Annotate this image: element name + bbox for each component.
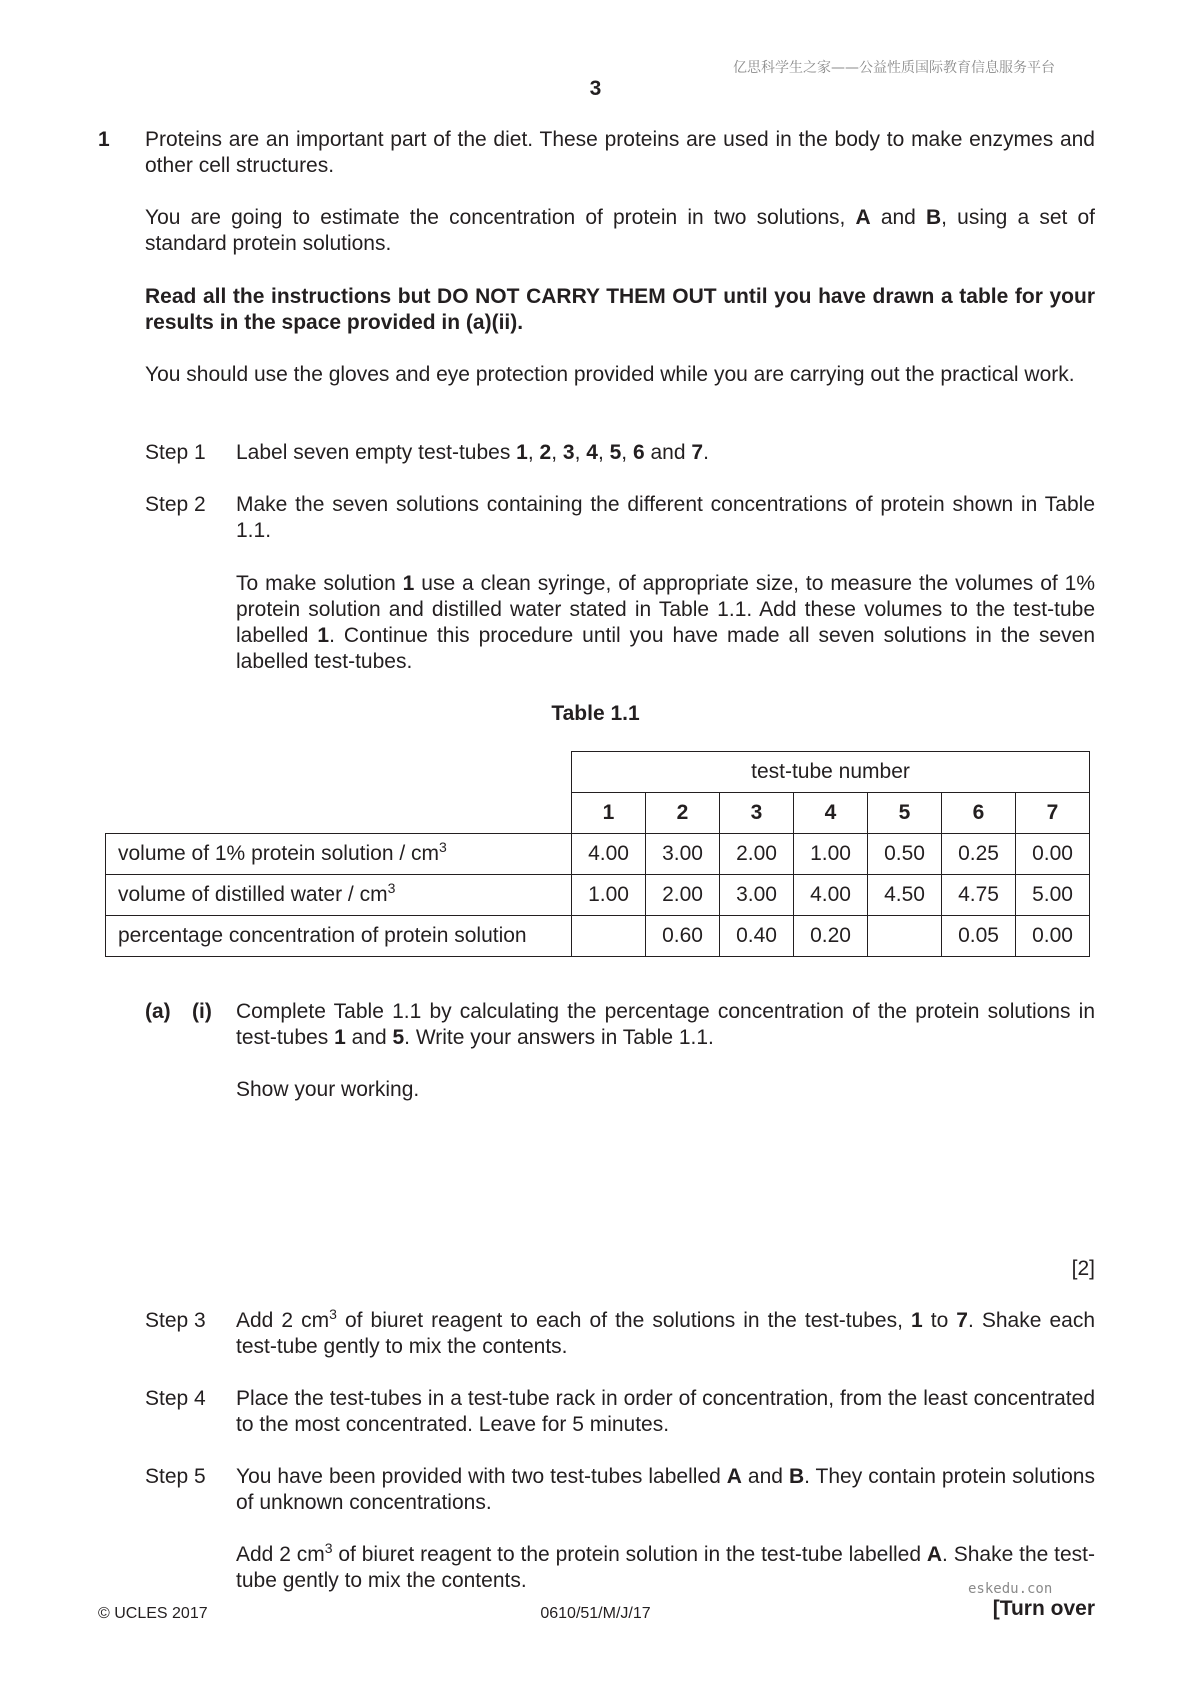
step-5-text: You have been provided with two test-tubes labelled A and B. They contain protein solutions of unknown concentrations.	[236, 1465, 1095, 1514]
step-2-procedure: To make solution 1 use a clean syringe, of appropriate size, to measure the volumes of 1% protein solution and distilled water stated in Table 1.1. Add these volumes to the test-tube labelled 1. Continue this procedure until you have made all seven solutions in the seven labelled test-tubes.	[236, 572, 1095, 673]
column-header: 7	[1016, 793, 1090, 834]
column-header: 3	[720, 793, 794, 834]
table-cell: 0.50	[868, 834, 942, 875]
show-working: Show your working.	[236, 1078, 420, 1101]
answer-cell-1[interactable]	[572, 916, 646, 957]
table-cell: 4.50	[868, 875, 942, 916]
table-cell: 5.00	[1016, 875, 1090, 916]
copyright: © UCLES 2017	[98, 1605, 208, 1622]
question-number: 1	[98, 128, 110, 151]
table-cell: 3.00	[646, 834, 720, 875]
table-cell: 0.60	[646, 916, 720, 957]
step-2-text: Make the seven solutions containing the different concentrations of protein shown in Table 1.1.	[236, 493, 1095, 542]
column-header: 6	[942, 793, 1016, 834]
table-cell: 1.00	[572, 875, 646, 916]
step-5-procedure: Add 2 $cm^3$ of biuret reagent to the protein solution in the test-tube labelled A. Shake the test-tube gently to mix the contents.	[236, 1540, 1095, 1592]
table-row	[106, 916, 1090, 957]
part-a-i-text: Complete Table 1.1 by calculating the percentage concentration of the protein solutions in test-tubes 1 and 5. Write your answers in Table 1.1.	[236, 1000, 1095, 1049]
row-label: volume of distilled water / $cm^3$	[106, 875, 572, 916]
row-label: percentage concentration of protein solution	[106, 916, 572, 957]
table-group-header-row	[106, 752, 1090, 793]
page-number: 3	[589, 77, 602, 100]
step-5-label: Step 5	[145, 1465, 206, 1488]
intro-paragraph-2: You are going to estimate the concentration of protein in two solutions, A and B, using a set of standard protein solutions.	[145, 206, 1095, 255]
step-4-text: Place the test-tubes in a test-tube rack in order of concentration, from the least concentrated to the most concentrated. Leave for 5 minutes.	[236, 1387, 1095, 1436]
column-header: 1	[572, 793, 646, 834]
table-title: Table 1.1	[551, 702, 640, 725]
paper-code: 0610/51/M/J/17	[540, 1605, 651, 1622]
column-header: 5	[868, 793, 942, 834]
safety-paragraph: You should use the gloves and eye protection provided while you are carrying out the practical work.	[145, 363, 1075, 386]
part-i-label: (i)	[192, 1000, 212, 1023]
table-1-1	[105, 751, 1090, 957]
table-cell: 0.00	[1016, 834, 1090, 875]
step-3-text: Add 2 $cm^3$ of biuret reagent to each of the solutions in the test-tubes, 1 to 7. Shake each test-tube gently to mix the contents.	[236, 1306, 1095, 1358]
part-a-label: (a)	[145, 1000, 171, 1023]
column-header: 2	[646, 793, 720, 834]
table-row	[106, 834, 1090, 875]
group-header: test-tube number	[572, 752, 1090, 793]
table-cell: 1.00	[794, 834, 868, 875]
table-column-header-row	[106, 793, 1090, 834]
answer-cell-5[interactable]	[868, 916, 942, 957]
table-cell: 0.20	[794, 916, 868, 957]
table-cell: 0.05	[942, 916, 1016, 957]
working-space[interactable]	[236, 1110, 1095, 1240]
header-watermark: 亿思科学生之家——公益性质国际教育信息服务平台	[733, 60, 1055, 76]
step-2-label: Step 2	[145, 493, 206, 516]
step-4-label: Step 4	[145, 1387, 206, 1410]
table-cell: 4.00	[572, 834, 646, 875]
table-cell: 0.25	[942, 834, 1016, 875]
step-3-label: Step 3	[145, 1309, 206, 1332]
row-label: volume of 1% protein solution / $cm^3$	[106, 834, 572, 875]
step-1-text: Label seven empty test-tubes 1, 2, 3, 4, 5, 6 and 7.	[236, 441, 709, 464]
table-cell: 2.00	[646, 875, 720, 916]
instruction-bold: Read all the instructions but DO NOT CARRY THEM OUT until you have drawn a table for your results in the space provided in (a)(ii).	[145, 285, 1095, 334]
table-cell: 4.75	[942, 875, 1016, 916]
footer-watermark: eskedu.con	[968, 1581, 1053, 1597]
turn-over: [Turn over	[992, 1597, 1095, 1620]
table-cell: 0.00	[1016, 916, 1090, 957]
table-cell: 3.00	[720, 875, 794, 916]
table-cell: 4.00	[794, 875, 868, 916]
column-header: 4	[794, 793, 868, 834]
intro-paragraph-1: Proteins are an important part of the diet. These proteins are used in the body to make enzymes and other cell structures.	[145, 128, 1095, 177]
table-cell: 0.40	[720, 916, 794, 957]
table-row	[106, 875, 1090, 916]
table-cell: 2.00	[720, 834, 794, 875]
step-1-label: Step 1	[145, 441, 206, 464]
marks: [2]	[1071, 1257, 1095, 1280]
